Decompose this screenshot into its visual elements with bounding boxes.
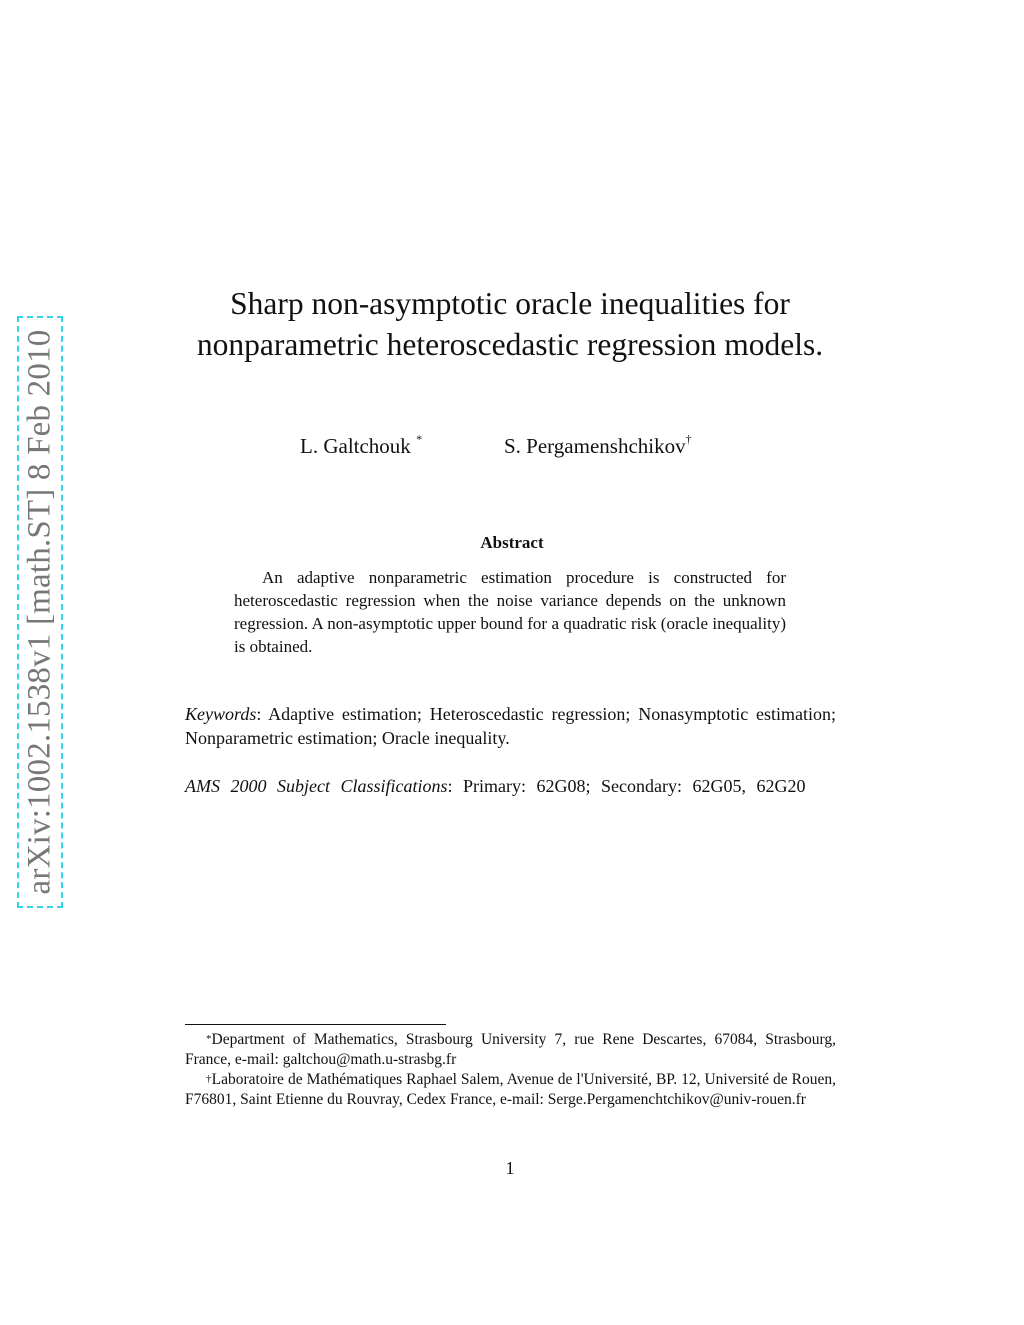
- ams-label: AMS 2000 Subject Classifications: [185, 776, 448, 796]
- ams-text: : Primary: 62G08; Secondary: 62G05, 62G20: [447, 776, 806, 796]
- author-2-name: S. Pergamenshchikov: [504, 434, 686, 458]
- footnote-2-mark: †: [206, 1073, 212, 1085]
- abstract-body: An adaptive nonparametric estimation procedure is constructed for heteroscedastic regression when the noise variance depends on the unknown regression. A non-asymptotic upper bound for a quadratic risk (oracle inequality) is obtained.: [234, 568, 786, 656]
- author-1-footnote-mark: *: [416, 432, 423, 446]
- abstract-heading: Abstract: [480, 533, 544, 552]
- keywords-label: Keywords: [185, 704, 257, 724]
- author-1: [300, 434, 422, 459]
- keywords-text: : Adaptive estimation; Heteroscedastic regression; Nonasymptotic estimation; Nonparametric estimation; Oracle inequality.: [185, 704, 836, 748]
- keywords-paragraph: [185, 702, 836, 750]
- ams-classification: [185, 774, 836, 798]
- footnote-1-text: Department of Mathematics, Strasbourg University 7, rue Rene Descartes, 67084, Strasbourg, France, e-mail: galtchou@math.u-strasbg.fr: [185, 1031, 836, 1068]
- author-1-name: L. Galtchouk: [300, 434, 411, 458]
- arxiv-stamp: arXiv:1002.1538v1 [math.ST] 8 Feb 2010: [21, 329, 58, 895]
- author-2-footnote-mark: †: [685, 432, 692, 446]
- footnote-1: [185, 1030, 836, 1070]
- footnote-2-text: Laboratoire de Mathématiques Raphael Salem, Avenue de l'Université, BP. 12, Université de Rouen, F76801, Saint Etienne du Rouvray, Cedex France, e-mail: Serge.Pergamenchtchikov@univ-rouen.fr: [185, 1071, 837, 1108]
- footnote-1-mark: *: [206, 1033, 212, 1045]
- author-2: [504, 434, 692, 459]
- footnote-rule: [185, 1024, 446, 1025]
- page-number: 1: [505, 1158, 515, 1178]
- paper-title: Sharp non-asymptotic oracle inequalities for nonparametric heteroscedastic regression models.: [196, 286, 824, 362]
- footnote-2: [185, 1070, 836, 1110]
